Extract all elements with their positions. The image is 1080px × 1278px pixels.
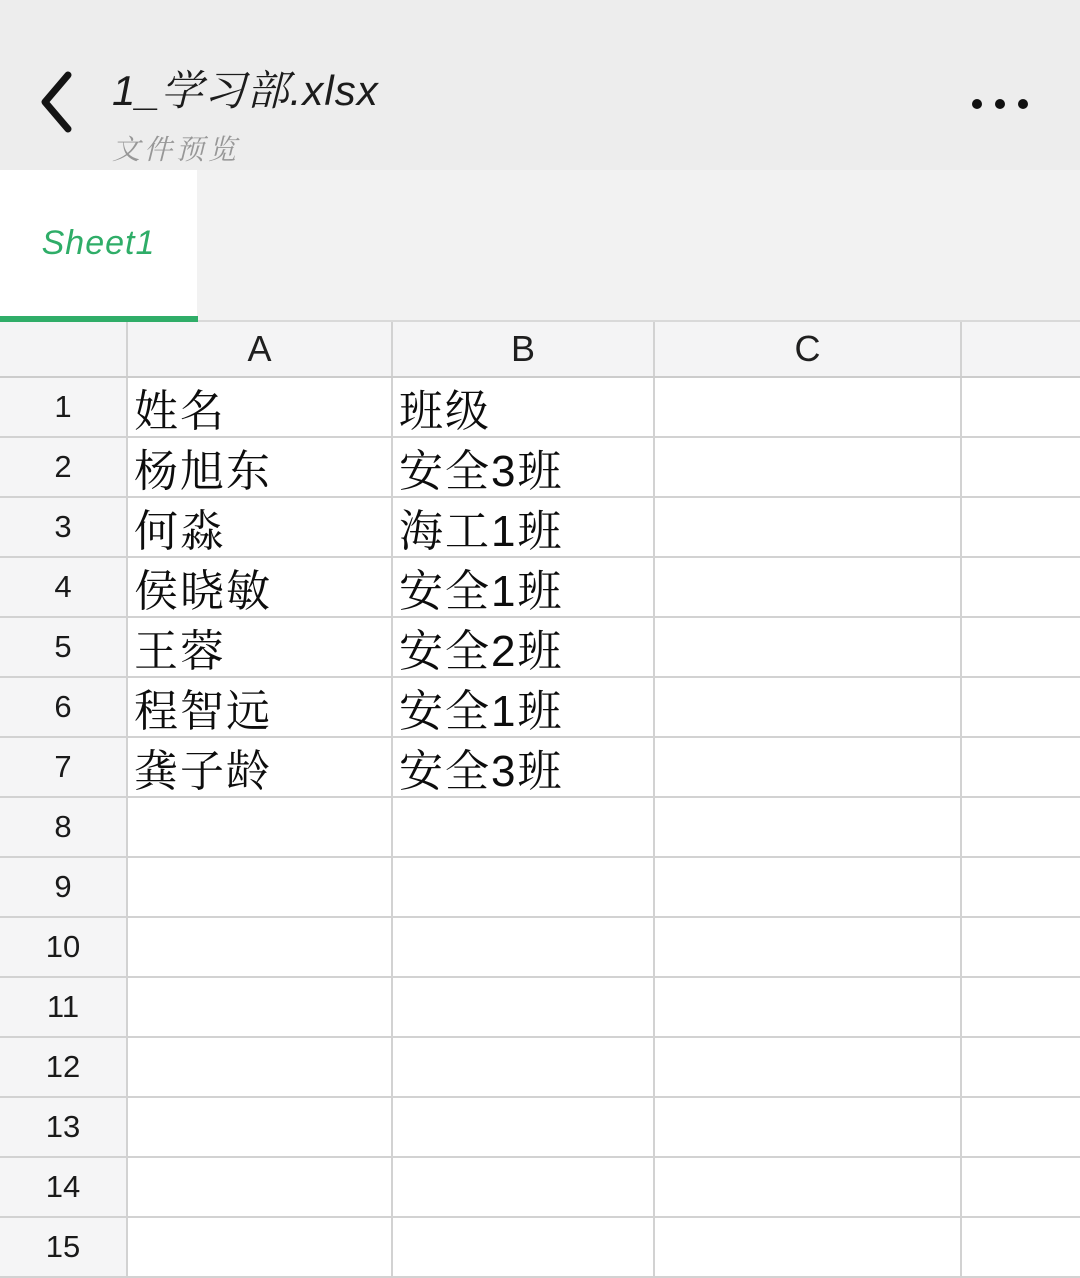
cell-a2: 杨旭东 [128,438,393,496]
cell-b9 [393,858,655,916]
ellipsis-icon [995,99,1005,109]
row-number: 8 [0,798,128,856]
title-block [112,58,379,168]
cell-d6 [962,678,1080,736]
table-row [0,798,1080,858]
cell-d14 [962,1158,1080,1216]
back-button[interactable] [28,66,84,142]
cell-b1: 班级 [393,378,655,436]
cell-d12 [962,1038,1080,1096]
file-title: 1_学习部.xlsx [112,67,379,114]
cell-d3 [962,498,1080,556]
cell-a13 [128,1098,393,1156]
cell-b3: 海工1班 [393,498,655,556]
cell-a1: 姓名 [128,378,393,436]
table-row [0,978,1080,1038]
cell-c5 [655,618,962,676]
spreadsheet-grid[interactable] [0,322,1080,1278]
row-number: 13 [0,1098,128,1156]
cell-d13 [962,1098,1080,1156]
table-row [0,438,1080,498]
table-row [0,378,1080,438]
more-menu-button[interactable] [960,76,1040,132]
column-header-d [962,322,1080,376]
cell-a14 [128,1158,393,1216]
table-row [0,858,1080,918]
cell-b10 [393,918,655,976]
table-row [0,678,1080,738]
table-row [0,738,1080,798]
cell-a11 [128,978,393,1036]
row-number: 5 [0,618,128,676]
cell-c9 [655,858,962,916]
row-number: 12 [0,1038,128,1096]
table-row [0,498,1080,558]
cell-b14 [393,1158,655,1216]
cell-a9 [128,858,393,916]
cell-d8 [962,798,1080,856]
cell-c6 [655,678,962,736]
table-row [0,1098,1080,1158]
cell-b6: 安全1班 [393,678,655,736]
tab-sheet1[interactable] [0,170,197,316]
row-number: 2 [0,438,128,496]
sheet-tab-strip [0,170,1080,322]
row-number: 7 [0,738,128,796]
corner-cell [0,322,128,376]
cell-b5: 安全2班 [393,618,655,676]
cell-c4 [655,558,962,616]
cell-a3: 何淼 [128,498,393,556]
table-row [0,1158,1080,1218]
cell-a10 [128,918,393,976]
ellipsis-icon [972,99,982,109]
cell-d2 [962,438,1080,496]
cell-c11 [655,978,962,1036]
row-number: 15 [0,1218,128,1276]
column-header-c: C [655,322,962,376]
table-row [0,558,1080,618]
row-number: 10 [0,918,128,976]
active-tab-underline [0,316,198,322]
cell-b13 [393,1098,655,1156]
cell-d7 [962,738,1080,796]
cell-d4 [962,558,1080,616]
cell-c8 [655,798,962,856]
cell-c1 [655,378,962,436]
cell-d5 [962,618,1080,676]
row-number: 4 [0,558,128,616]
table-row [0,1218,1080,1278]
row-number: 3 [0,498,128,556]
cell-a6: 程智远 [128,678,393,736]
table-row [0,918,1080,978]
cell-c3 [655,498,962,556]
cell-c14 [655,1158,962,1216]
cell-d1 [962,378,1080,436]
cell-b8 [393,798,655,856]
cell-b12 [393,1038,655,1096]
cell-b11 [393,978,655,1036]
cell-a5: 王蓉 [128,618,393,676]
cell-a8 [128,798,393,856]
column-header-row [0,322,1080,378]
cell-a12 [128,1038,393,1096]
cell-b7: 安全3班 [393,738,655,796]
cell-a15 [128,1218,393,1276]
cell-b2: 安全3班 [393,438,655,496]
cell-d15 [962,1218,1080,1276]
chevron-left-icon [36,70,76,139]
file-subtitle: 文件预览 [112,134,241,165]
cell-b4: 安全1班 [393,558,655,616]
cell-c2 [655,438,962,496]
tab-sheet1-label: Sheet1 [41,223,156,262]
row-number: 11 [0,978,128,1036]
cell-c15 [655,1218,962,1276]
table-row [0,1038,1080,1098]
cell-d11 [962,978,1080,1036]
cell-c7 [655,738,962,796]
ellipsis-icon [1018,99,1028,109]
row-number: 14 [0,1158,128,1216]
row-number: 9 [0,858,128,916]
column-header-a: A [128,322,393,376]
cell-a4: 侯晓敏 [128,558,393,616]
row-number: 6 [0,678,128,736]
cell-b15 [393,1218,655,1276]
row-number: 1 [0,378,128,436]
column-header-b: B [393,322,655,376]
cell-d9 [962,858,1080,916]
top-bar [0,0,1080,170]
table-row [0,618,1080,678]
cell-c13 [655,1098,962,1156]
cell-d10 [962,918,1080,976]
cell-a7: 龚子龄 [128,738,393,796]
cell-c10 [655,918,962,976]
cell-c12 [655,1038,962,1096]
